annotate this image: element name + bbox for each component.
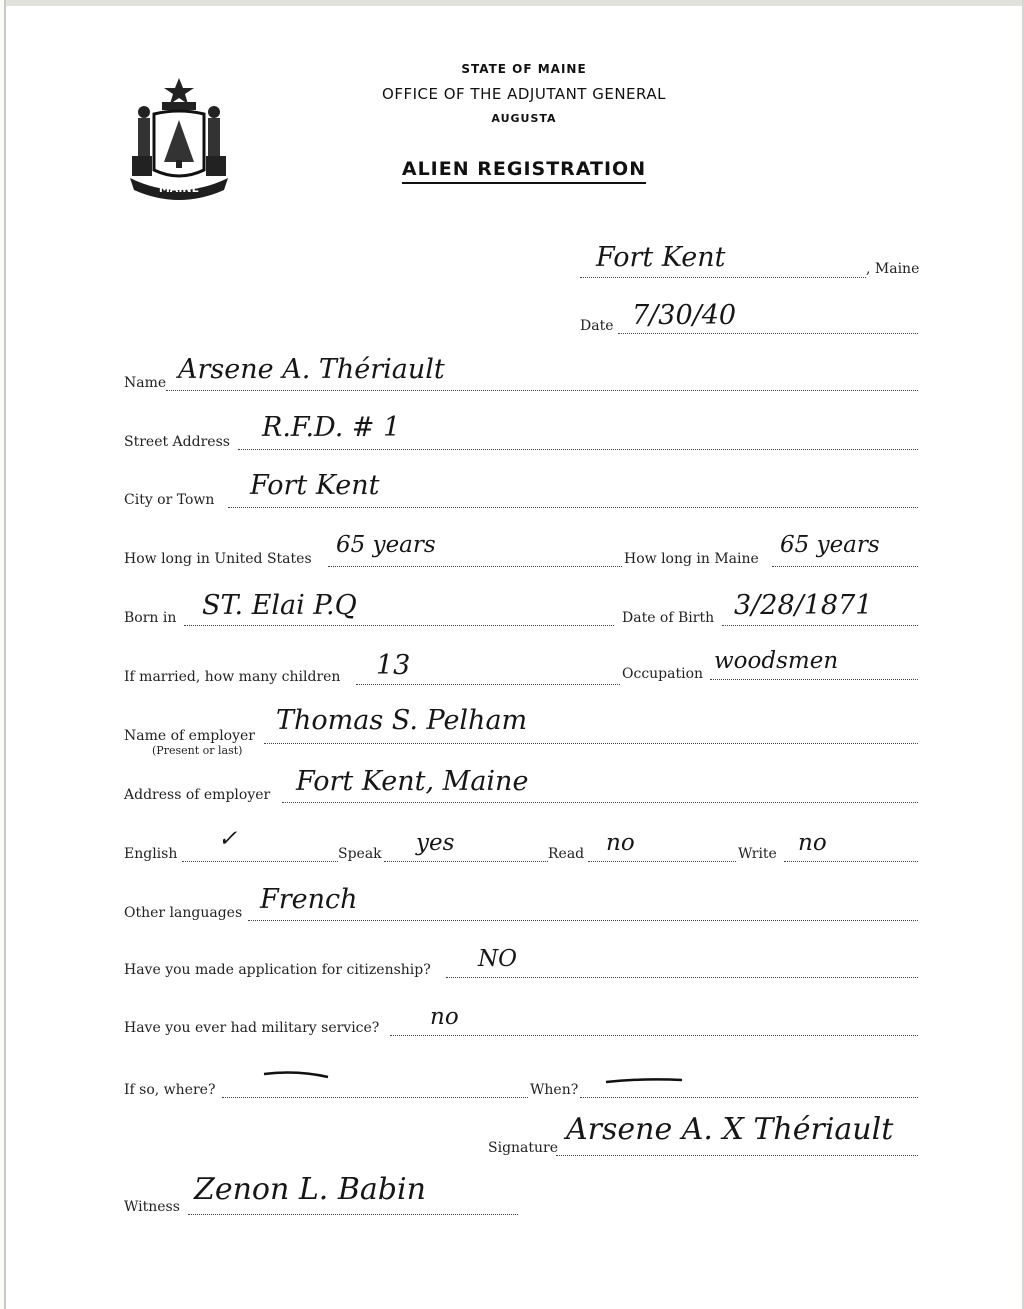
occupation-field-value: woodsmen	[714, 648, 839, 674]
speak-label: Speak	[338, 846, 382, 862]
other-languages-field-value: French	[260, 884, 358, 915]
write-field-value: no	[798, 830, 827, 856]
maine-duration-field-value: 65 years	[780, 532, 880, 558]
english-label: English	[124, 846, 178, 862]
name-field-value: Arsene A. Thériault	[178, 354, 445, 385]
maine-seal-icon	[124, 74, 234, 202]
signature-label: Signature	[488, 1140, 559, 1156]
city-field-line[interactable]	[228, 507, 918, 508]
street-label: Street Address	[124, 434, 230, 450]
write-field-line[interactable]	[784, 861, 918, 862]
form-title	[366, 158, 682, 180]
speak-field-line[interactable]	[384, 861, 548, 862]
children-field-line[interactable]	[356, 684, 620, 685]
town-field-line[interactable]	[580, 277, 866, 278]
speak-field-value: yes	[416, 830, 455, 856]
english-field-value: ✓	[218, 826, 238, 852]
military-field-line[interactable]	[390, 1035, 918, 1036]
dob-field-line[interactable]	[722, 625, 918, 626]
when-dash-mark	[604, 1076, 686, 1088]
when-field-line[interactable]	[580, 1097, 918, 1098]
dob-label: Date of Birth	[622, 610, 715, 626]
where-field-line[interactable]	[222, 1097, 528, 1098]
military-field-value: no	[430, 1004, 459, 1030]
street-field-value: R.F.D. # 1	[262, 412, 401, 443]
born-label: Born in	[124, 610, 177, 626]
employer-label: Name of employer	[124, 728, 255, 744]
name-label: Name	[124, 375, 167, 391]
employer-field-line[interactable]	[264, 743, 918, 744]
children-label: If married, how many children	[124, 669, 341, 685]
city-label: City or Town	[124, 492, 215, 508]
city-heading: AUGUSTA	[491, 112, 557, 125]
where-dash-mark	[262, 1068, 332, 1082]
seal-text: MAINE	[158, 182, 200, 195]
maine-duration-field-line[interactable]	[772, 566, 918, 567]
witness-field-line[interactable]	[188, 1214, 518, 1215]
state-heading: STATE OF MAINE	[461, 62, 587, 76]
town-maine-label: , Maine	[866, 261, 920, 277]
city-field-value: Fort Kent	[250, 470, 380, 501]
occupation-label: Occupation	[622, 666, 704, 682]
us-duration-field-value: 65 years	[336, 532, 436, 558]
write-label: Write	[738, 846, 777, 862]
date-field-line[interactable]	[618, 333, 918, 334]
witness-value: Zenon L. Babin	[194, 1172, 426, 1207]
maine-duration-label: How long in Maine	[624, 551, 759, 567]
signature-field-line[interactable]	[556, 1155, 918, 1156]
scan-edge	[6, 0, 1022, 6]
name-field-line[interactable]	[166, 390, 918, 391]
where-label: If so, where?	[124, 1082, 216, 1098]
signature-value: Arsene A. X Thériault	[566, 1112, 894, 1147]
us-duration-label: How long in United States	[124, 551, 312, 567]
occupation-field-line[interactable]	[710, 679, 918, 680]
born-field-value: ST. Elai P.Q	[202, 590, 357, 621]
citizenship-field-value: NO	[478, 946, 517, 972]
read-field-line[interactable]	[588, 861, 736, 862]
citizenship-field-line[interactable]	[446, 977, 918, 978]
form-sheet	[4, 0, 1024, 1309]
town-field-value: Fort Kent	[596, 242, 726, 273]
employer-sublabel: (Present or last)	[152, 744, 243, 757]
citizenship-label: Have you made application for citizenship?	[124, 962, 431, 978]
date-label: Date	[580, 318, 614, 334]
employer-address-label: Address of employer	[124, 787, 271, 803]
children-field-value: 13	[376, 650, 411, 681]
form-title-text: ALIEN REGISTRATION	[402, 158, 646, 184]
us-duration-field-line[interactable]	[328, 566, 622, 567]
english-field-line[interactable]	[182, 861, 338, 862]
employer-field-value: Thomas S. Pelham	[276, 705, 528, 736]
born-field-line[interactable]	[184, 625, 614, 626]
other-languages-label: Other languages	[124, 905, 243, 921]
employer-address-field-value: Fort Kent, Maine	[296, 766, 529, 797]
office-heading: OFFICE OF THE ADJUTANT GENERAL	[382, 85, 666, 103]
street-field-line[interactable]	[238, 449, 918, 450]
military-label: Have you ever had military service?	[124, 1020, 380, 1036]
when-label: When?	[530, 1082, 579, 1098]
read-label: Read	[548, 846, 585, 862]
date-field-value: 7/30/40	[632, 300, 737, 331]
witness-label: Witness	[124, 1199, 180, 1215]
read-field-value: no	[606, 830, 635, 856]
other-languages-field-line[interactable]	[248, 920, 918, 921]
dob-field-value: 3/28/1871	[734, 590, 873, 621]
employer-address-field-line[interactable]	[282, 802, 918, 803]
